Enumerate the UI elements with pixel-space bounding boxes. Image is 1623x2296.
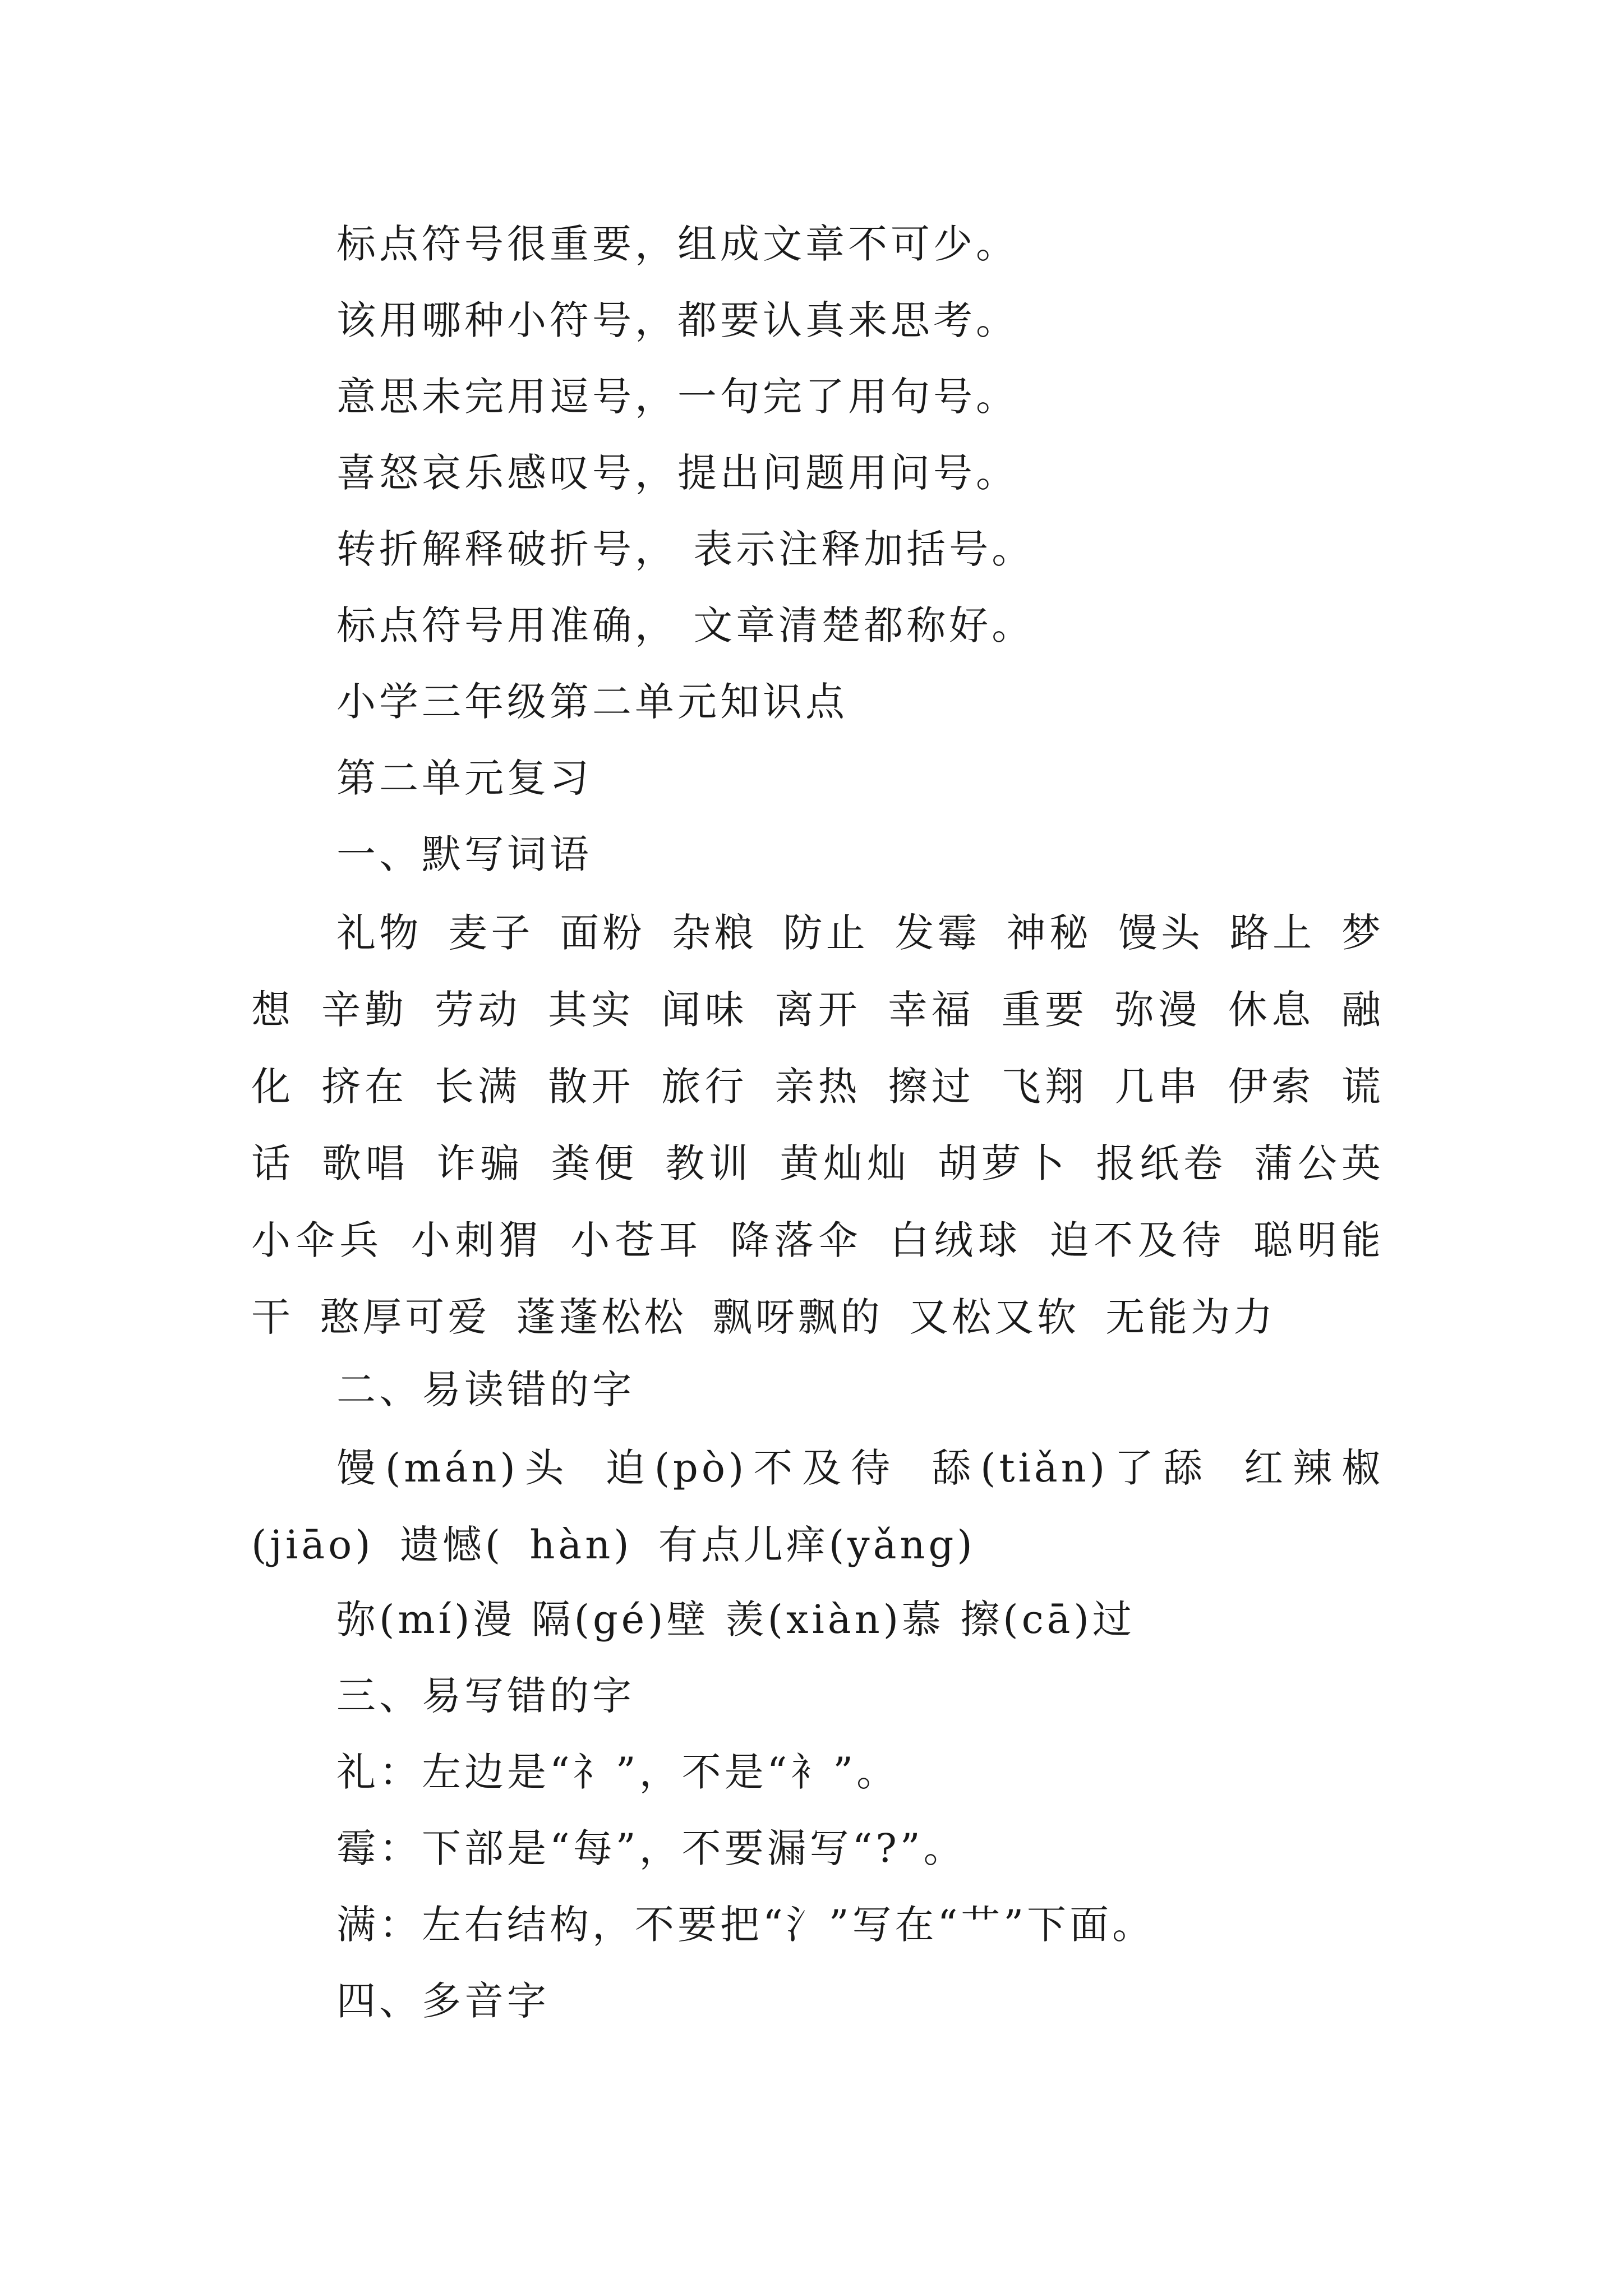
poem-line-6: 标点符号用准确， 文章清楚都称好。 [336, 602, 1035, 648]
writing-item-2: 霉：下部是“每”，不要漏写“?”。 [336, 1825, 966, 1871]
writing-item-1: 礼：左边是“礻”，不是“衤”。 [336, 1749, 900, 1795]
pronunciation-line-2: 弥(mí)漫 隔(gé)壁 羡(xiàn)慕 擦(cā)过 [336, 1596, 1135, 1642]
section-heading-polyphonic: 四、多音字 [336, 1978, 550, 2024]
poem-line-4: 喜怒哀乐感叹号，提出问题用问号。 [336, 450, 1018, 496]
document-title: 小学三年级第二单元知识点 [336, 679, 848, 725]
section-heading-writing: 三、易写错的字 [336, 1673, 635, 1719]
poem-line-3: 意思未完用逗号，一句完了用句号。 [336, 374, 1018, 420]
poem-line-1: 标点符号很重要，组成文章不可少。 [336, 221, 1018, 267]
poem-line-2: 该用哪种小符号，都要认真来思考。 [336, 297, 1018, 343]
section-heading-vocabulary: 一、默写词语 [336, 831, 592, 877]
writing-item-3: 满：左右结构，不要把“氵”写在“艹”下面。 [336, 1902, 1155, 1948]
document-subtitle: 第二单元复习 [336, 755, 592, 801]
section-heading-pronunciation: 二、易读错的字 [336, 1366, 635, 1412]
pronunciation-paragraph: 馒(mán)头 迫(pò)不及待 舔(tiǎn)了舔 红辣椒(jiāo) 遗憾( hàn) 有点儿痒(yǎng) [251, 1445, 1384, 1568]
vocabulary-paragraph: 礼物 麦子 面粉 杂粮 防止 发霉 神秘 馒头 路上 梦想 辛勤 劳动 其实 闻味 离开 幸福 重要 弥漫 休息 融化 挤在 长满 散开 旅行 亲热 擦过 飞翔 几串 伊索 谎话 歌唱 诈骗 粪便 教训 黄灿灿 胡萝卜 报纸卷 蒲公英 小伞兵 小刺猬 小苍耳 降落伞 白绒球 迫不及待 聪明能干 憨厚可爱 蓬蓬松松 飘呀飘的 又松又软 无能为力 [251, 910, 1384, 1340]
poem-line-5: 转折解释破折号， 表示注释加括号。 [336, 526, 1035, 572]
